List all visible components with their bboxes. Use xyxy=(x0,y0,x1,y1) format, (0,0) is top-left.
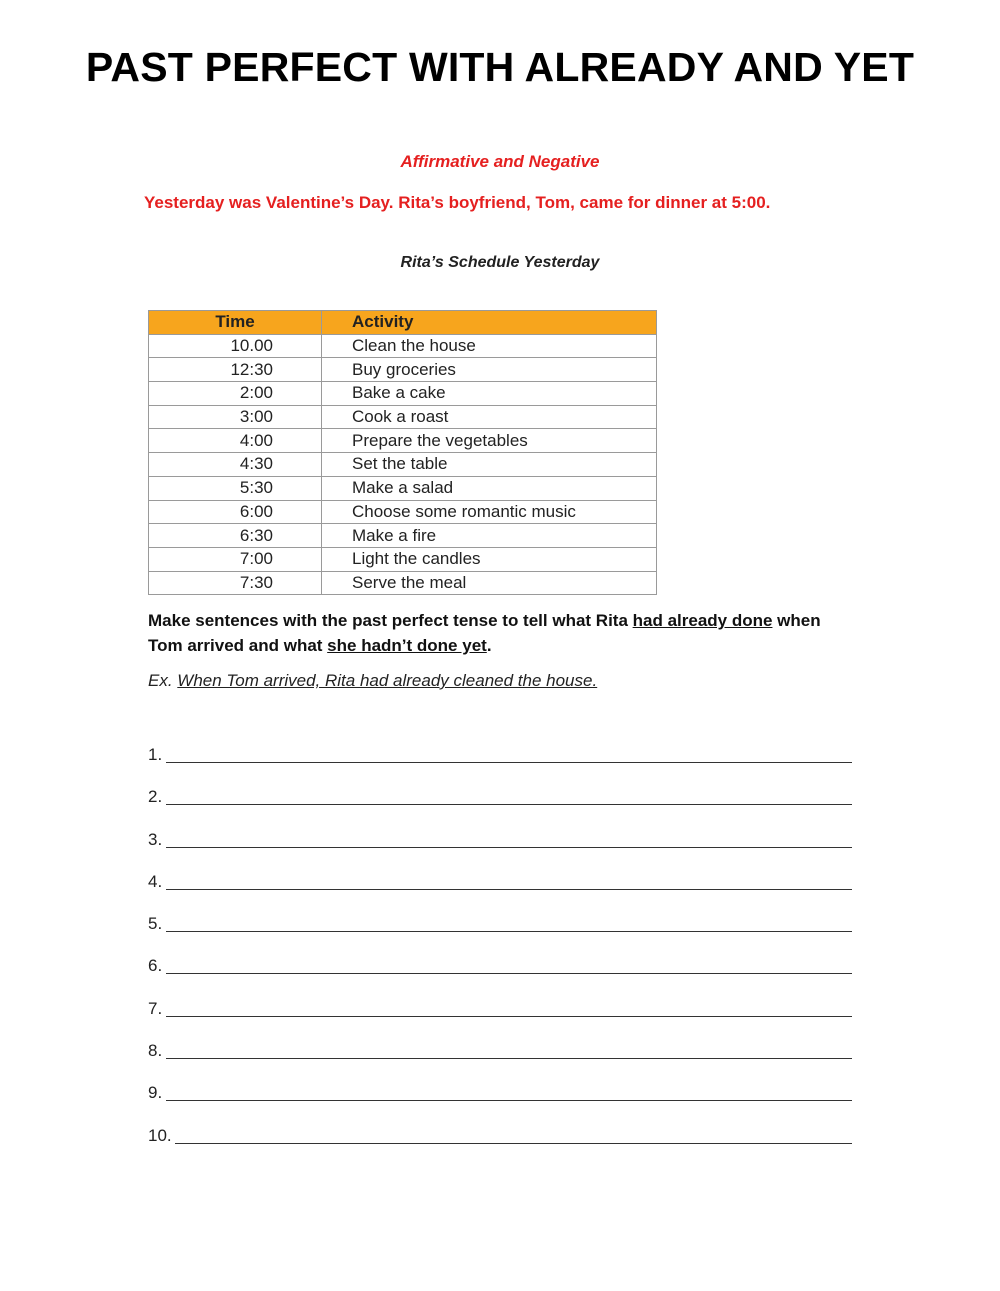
answer-blank[interactable] xyxy=(166,847,852,848)
table-row xyxy=(149,476,657,500)
instructions xyxy=(148,608,848,658)
answer-blank[interactable] xyxy=(166,762,852,763)
activity-cell: Cook a roast xyxy=(322,405,657,429)
table-row xyxy=(149,453,657,477)
answer-number: 2. xyxy=(148,787,163,807)
instructions-underline-2: she hadn’t done yet xyxy=(327,636,487,655)
time-cell: 7:30 xyxy=(149,571,322,595)
time-cell: 4:30 xyxy=(149,453,322,477)
answer-blank[interactable] xyxy=(166,973,852,974)
instructions-text-1: Make sentences with the past perfect tense to tell what Rita xyxy=(148,611,633,630)
example-text: When Tom arrived, Rita had already cleaned the house. xyxy=(177,671,598,690)
answer-number: 5. xyxy=(148,914,163,934)
time-cell: 4:00 xyxy=(149,429,322,453)
example-prefix: Ex. xyxy=(148,671,178,690)
table-caption: Rita’s Schedule Yesterday xyxy=(400,254,600,271)
answer-line-item xyxy=(148,951,852,993)
time-cell: 5:30 xyxy=(149,476,322,500)
page-title: PAST PERFECT WITH ALREADY AND YET xyxy=(85,44,915,90)
answer-blank[interactable] xyxy=(166,1058,852,1059)
table-header-row xyxy=(149,311,657,335)
time-cell: 7:00 xyxy=(149,547,322,571)
time-cell: 2:00 xyxy=(149,382,322,406)
activity-cell: Light the candles xyxy=(322,547,657,571)
activity-cell: Choose some romantic music xyxy=(322,500,657,524)
time-header: Time xyxy=(149,311,322,335)
instructions-text-3: . xyxy=(486,636,492,655)
table-row xyxy=(149,571,657,595)
activity-cell: Make a fire xyxy=(322,524,657,548)
table-row xyxy=(149,382,657,406)
time-cell: 12:30 xyxy=(149,358,322,382)
answer-blank[interactable] xyxy=(175,1143,852,1144)
answer-lines xyxy=(148,740,852,1163)
answer-number: 8. xyxy=(148,1041,163,1061)
time-cell: 6:00 xyxy=(149,500,322,524)
answer-blank[interactable] xyxy=(166,1016,852,1017)
section-subtitle: Affirmative and Negative xyxy=(400,152,600,171)
instructions-text-2: when Tom arrived and what xyxy=(148,611,821,655)
table-row xyxy=(149,429,657,453)
table-row xyxy=(149,547,657,571)
answer-number: 3. xyxy=(148,829,163,849)
answer-line-item xyxy=(148,909,852,951)
answer-line-item xyxy=(148,994,852,1036)
answer-blank[interactable] xyxy=(166,1100,852,1101)
time-cell: 3:00 xyxy=(149,405,322,429)
activity-cell: Make a salad xyxy=(322,476,657,500)
answer-number: 4. xyxy=(148,871,163,891)
answer-number: 1. xyxy=(148,745,163,764)
table-row xyxy=(149,405,657,429)
answer-line-item xyxy=(148,867,852,909)
activity-cell: Prepare the vegetables xyxy=(322,429,657,453)
schedule-table xyxy=(148,310,657,595)
answer-line-item xyxy=(148,1078,852,1120)
answer-number: 9. xyxy=(148,1083,163,1103)
answer-line-item xyxy=(148,1036,852,1078)
answer-line-item xyxy=(148,825,852,867)
table-row xyxy=(149,500,657,524)
answer-number: 6. xyxy=(148,956,163,976)
example-sentence xyxy=(148,671,597,691)
table-row xyxy=(149,524,657,548)
table-row xyxy=(149,334,657,358)
schedule-body xyxy=(149,334,657,595)
activity-header: Activity xyxy=(322,311,657,335)
activity-cell: Set the table xyxy=(322,453,657,477)
instructions-underline-1: had already done xyxy=(632,611,773,630)
answer-blank[interactable] xyxy=(166,931,852,932)
time-cell: 10.00 xyxy=(149,334,322,358)
answer-line-item xyxy=(148,740,852,782)
answer-blank[interactable] xyxy=(166,889,852,890)
time-cell: 6:30 xyxy=(149,524,322,548)
answer-blank[interactable] xyxy=(166,804,852,805)
activity-cell: Clean the house xyxy=(322,334,657,358)
answer-number: 7. xyxy=(148,998,163,1018)
activity-cell: Buy groceries xyxy=(322,358,657,382)
answer-line-item xyxy=(148,1121,852,1163)
table-row xyxy=(149,358,657,382)
intro-text: Yesterday was Valentine’s Day. Rita’s boyfriend, Tom, came for dinner at 5:00. xyxy=(144,193,771,212)
answer-line-item xyxy=(148,782,852,824)
activity-cell: Serve the meal xyxy=(322,571,657,595)
answer-number: 10. xyxy=(148,1125,172,1145)
activity-cell: Bake a cake xyxy=(322,382,657,406)
